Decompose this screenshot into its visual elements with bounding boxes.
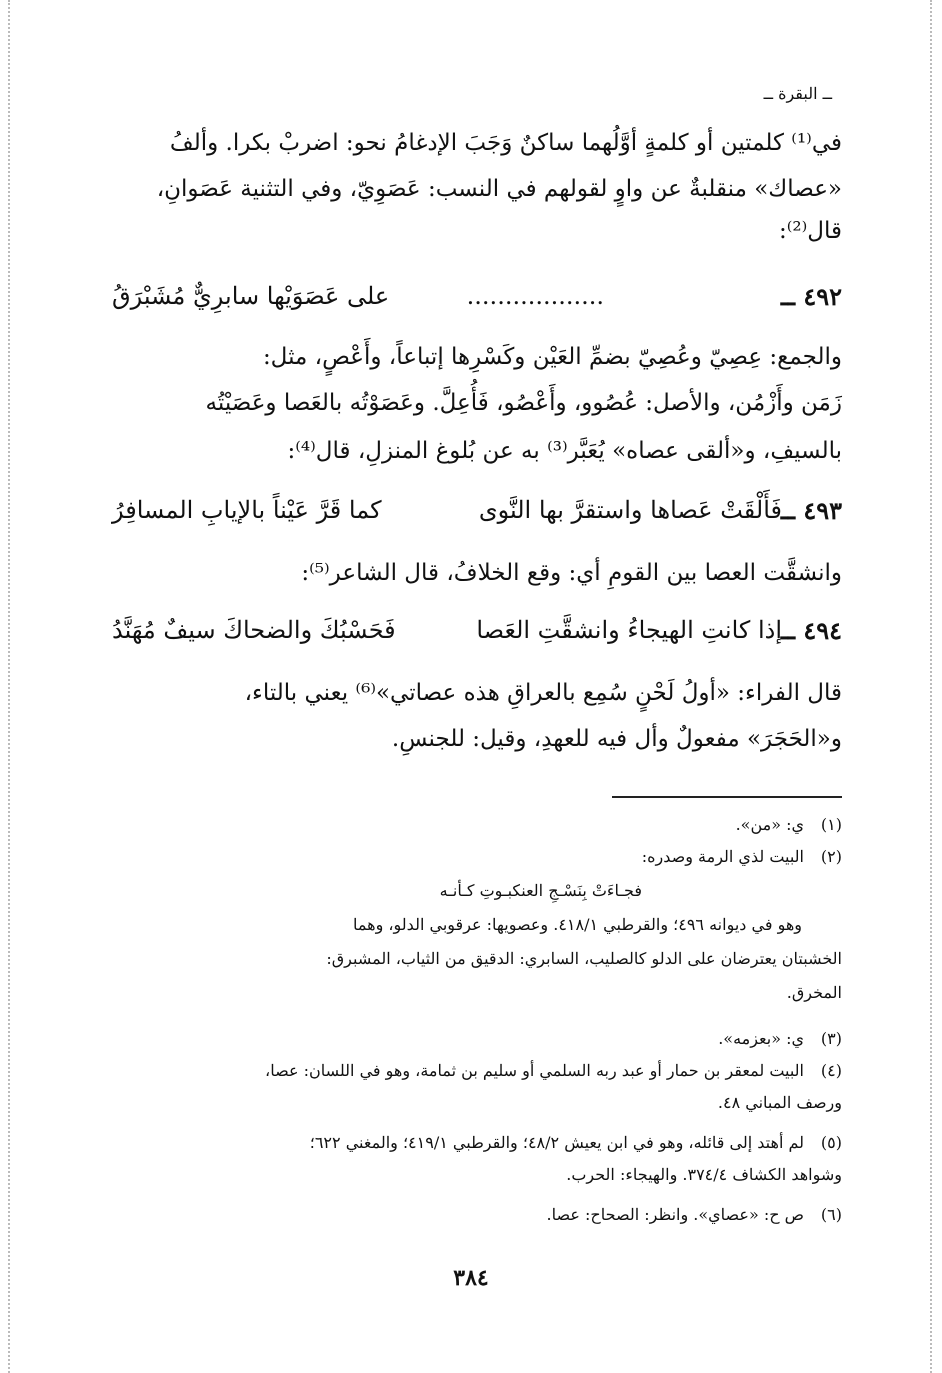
verse-494	[112, 616, 842, 654]
page-number: ٣٨٤	[453, 1265, 489, 1291]
footnote-number: (١)	[820, 815, 842, 834]
verse-number: ٤٩٤ ــ	[780, 616, 842, 645]
footnote-number: (٦)	[820, 1205, 842, 1224]
footnote-text: وشواهد الكشاف ٣٧٤/٤. والهيجاء: الحرب.	[566, 1165, 842, 1184]
footnote-text: ي: «بعزمه».	[718, 1029, 804, 1048]
verse-492	[112, 282, 842, 320]
verse-hemistich-first: فَأَلْقَتْ عَصاها واستقرَّ بها النَّوى	[478, 496, 782, 524]
page-edge-right	[930, 0, 932, 1373]
verse-hemistich-second: كما قَرَّ عَيْناً بالإيابِ المسافِرُ	[112, 496, 382, 524]
footnote-text: الخشبتان يعترضان على الدلو كالصليب، السابري: الدقيق من الثياب، المشبرق:	[326, 949, 842, 968]
footnote	[112, 1130, 842, 1156]
body-line: «عصاك» منقلبةٌ عن واوٍ لقولهم في النسب: عَصَوِيّ، وفي التثنية عَصَوانِ،	[156, 176, 842, 202]
footnote-number: (٥)	[820, 1133, 842, 1152]
verse-hemistich-second: فَحَسْبُكَ والضحاكَ سيفٌ مُهَنَّدُ	[112, 616, 396, 644]
footnote-text: وهو في ديوانه ٤٩٦؛ والقرطبي ٤١٨/١. وعصويها: عرقوبي الدلو، وهما	[353, 915, 802, 934]
body-line: والجمع: عِصِيّ وعُصِيّ بضمِّ العَيْن وكَسْرِها إتباعاً، وأَعْصٍ، مثل:	[262, 344, 842, 370]
body-line: بالسيفِ، و«ألقى عصاه» يُعَبَّر⁽³⁾ به عن بُلوغ المنزلِ، قال⁽⁴⁾:	[287, 438, 842, 464]
footnote-text: البيت لذي الرمة وصدره:	[641, 847, 804, 866]
running-header: ــ البقرة ــ	[763, 84, 832, 103]
footnote-text: البيت لمعقر بن حمار أو عبد ربه السلمي أو سليم بن ثمامة، وهو في اللسان: عصا،	[265, 1061, 804, 1080]
verse-hemistich-second: على عَصَوَيْها سابرِيٌّ مُشَبْرَقُ	[112, 282, 390, 310]
footnote	[112, 1058, 842, 1084]
footnote	[112, 1026, 842, 1052]
verse-number: ٤٩٢ ــ	[780, 282, 842, 311]
footnote-number: (٢)	[820, 847, 842, 866]
footnote	[112, 812, 842, 838]
footnote-number: (٤)	[820, 1061, 842, 1080]
body-line: قال⁽²⁾:	[778, 218, 842, 244]
verse-hemistich-first: إذا كانتِ الهيجاءُ وانشقَّتِ العَصا	[476, 616, 782, 644]
footnote-separator	[612, 796, 842, 798]
body-line: وانشقَّت العصا بين القومِ أي: وقع الخلافُ، قال الشاعر⁽⁵⁾:	[301, 560, 842, 586]
body-line: و«الحَجَرَ» مفعولٌ وأل فيه للعهدِ، وقيل: للجنسِ.	[391, 726, 842, 752]
footnote-number: (٣)	[820, 1029, 842, 1048]
body-line: زَمَن وأَزْمُن، والأصل: عُصُوو، وأَعْصُو، فَأُعِلَّ. وعَصَوْتُه بالعَصا وعَصَيْتُه	[205, 390, 842, 416]
footnote-text: ص ح: «عصاي». وانظر: الصحاح: عصا.	[546, 1205, 804, 1224]
footnote	[112, 1202, 842, 1228]
page-edge-left	[8, 0, 10, 1373]
body-line: في⁽¹⁾ كلمتين أو كلمةٍ أوَّلُهما ساكنٌ وَجَبَ الإدغامُ نحو: اضربْ بكرا. وألفُ	[169, 130, 842, 156]
verse-hemistich-first: ..................	[466, 282, 604, 310]
verse-493	[112, 496, 842, 534]
footnote-text: ي: «من».	[735, 815, 804, 834]
footnote-text: المخرق.	[786, 983, 842, 1002]
verse-number: ٤٩٣ ــ	[780, 496, 842, 525]
footnote-verse: فجـاءَتْ بِنَسْـجِ العنكبـوتِ كـأنـه	[439, 881, 642, 900]
footnote	[112, 844, 842, 870]
footnote-text: ورصف المباني ٤٨.	[717, 1093, 842, 1112]
footnote-text: لم أهتد إلى قائله، وهو في ابن يعيش ٤٨/٢؛ والقرطبي ٤١٩/١؛ والمغني ٦٢٢؛	[309, 1133, 804, 1152]
body-line: قال الفراء: «أولُ لَحْنٍ سُمِع بالعراقِ هذه عصاتي»⁽⁶⁾ يعني بالتاء،	[244, 680, 842, 706]
